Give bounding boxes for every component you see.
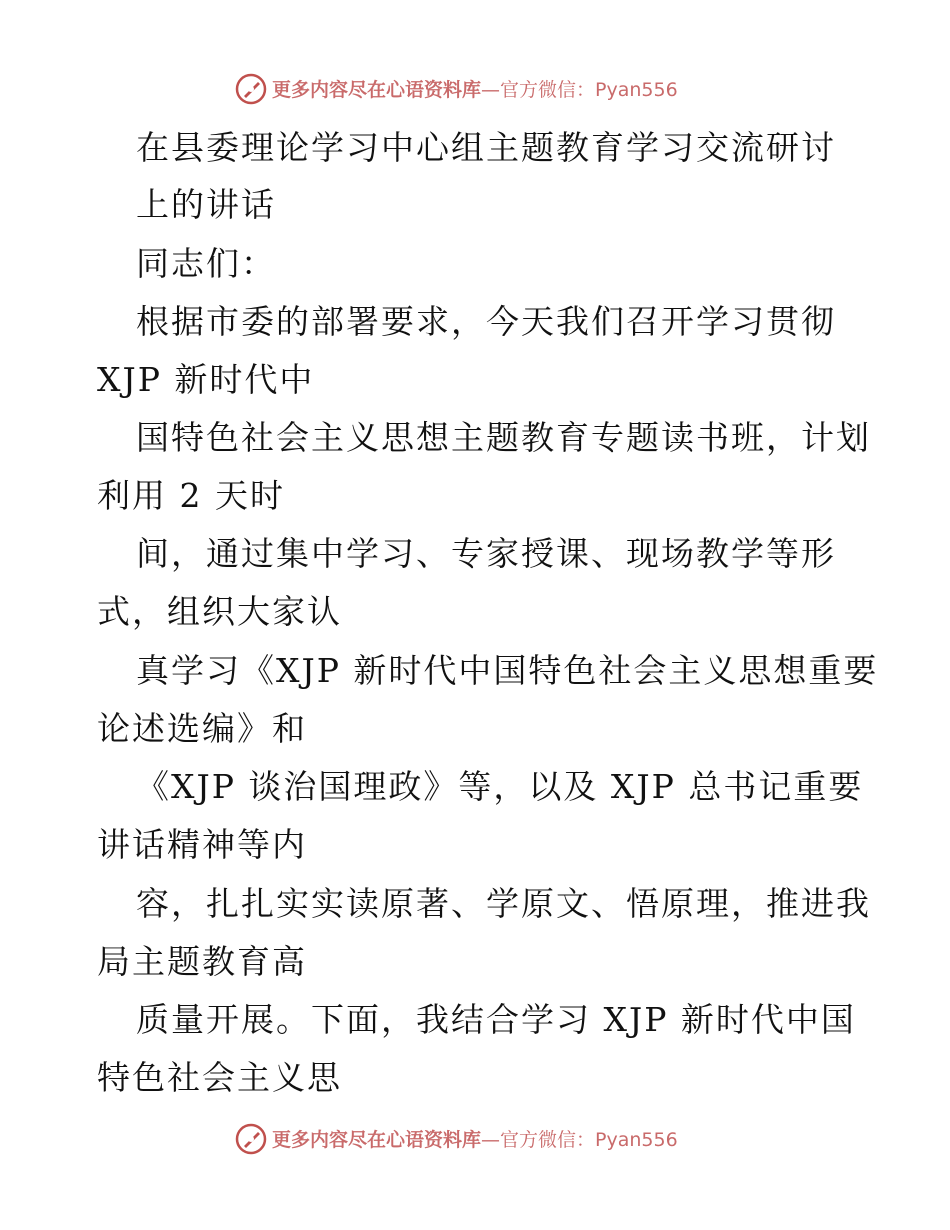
watermark-suffix: —官方微信：Pyan556 [481,79,678,101]
salutation: 同志们： [136,244,276,283]
header-watermark-banner [0,70,950,110]
paragraph-line: 特色社会主义思 [97,1058,342,1097]
watermark-prefix: 更多内容尽在心语资料库 [272,1129,482,1151]
watermark-suffix: —官方微信：Pyan556 [481,1129,678,1151]
paragraph-line: 局主题教育高 [97,942,307,981]
title-line-2: 上的讲话 [136,185,276,224]
footer-watermark-banner [0,1120,950,1160]
paragraph-line: 国特色社会主义思想主题教育专题读书班，计划 [136,418,871,457]
paragraph-line: 式，组织大家认 [97,592,342,631]
pen-logo-icon [234,72,268,106]
paragraph-line: 利用 2 天时 [97,476,285,515]
paragraph-line: 论述选编》和 [97,709,307,748]
paragraph-line: 间，通过集中学习、专家授课、现场教学等形 [136,534,836,573]
title-line-1: 在县委理论学习中心组主题教育学习交流研讨 [136,128,836,167]
paragraph-line: 《XJP 谈治国理政》等，以及 XJP 总书记重要 [136,767,864,806]
paragraph-line: 讲话精神等内 [97,825,307,864]
pen-logo-icon [234,1122,268,1156]
watermark-text [272,1128,678,1152]
watermark-text [272,78,678,102]
paragraph-line: 容，扎扎实实读原著、学原文、悟原理，推进我 [136,884,871,923]
paragraph-line: 质量开展。下面，我结合学习 XJP 新时代中国 [136,1000,856,1039]
paragraph-line: XJP 新时代中 [97,360,315,399]
paragraph-line: 根据市委的部署要求，今天我们召开学习贯彻 [136,302,836,341]
watermark-prefix: 更多内容尽在心语资料库 [272,79,482,101]
paragraph-line: 真学习《XJP 新时代中国特色社会主义思想重要 [136,651,879,690]
